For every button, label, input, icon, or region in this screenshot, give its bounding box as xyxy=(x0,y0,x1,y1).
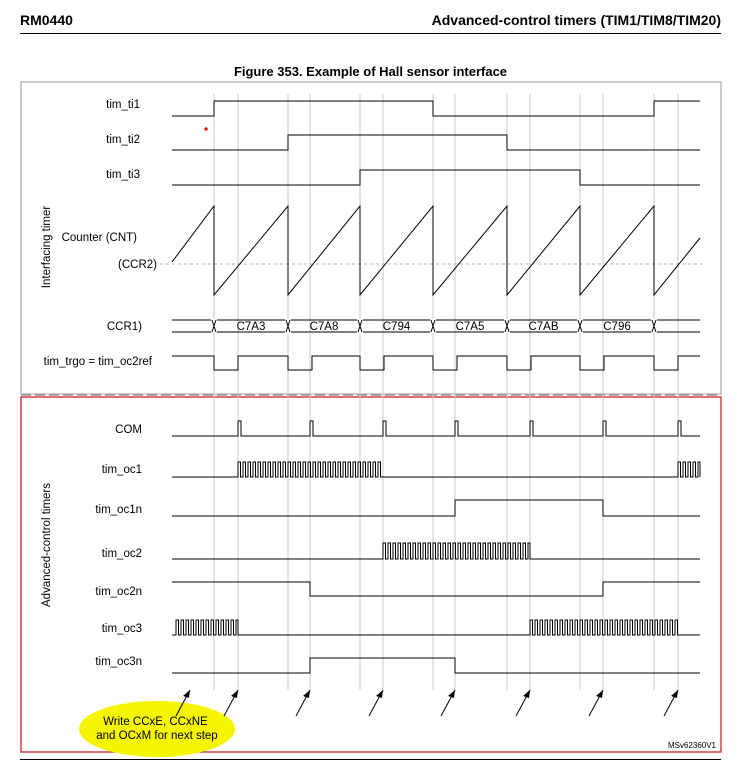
label-tim-ti3: tim_ti3 xyxy=(106,169,140,181)
figure-id: MSv62360V1 xyxy=(667,741,716,750)
step-arrow xyxy=(516,690,530,716)
ccr1-value: C7A5 xyxy=(455,321,485,333)
wave-counter xyxy=(172,206,700,295)
step-arrow xyxy=(369,690,383,716)
wave-oc2n xyxy=(172,582,700,596)
label-tim-ti1: tim_ti1 xyxy=(106,99,140,111)
label-oc2: tim_oc2 xyxy=(101,548,142,560)
wave-tim-ti3 xyxy=(172,170,700,185)
label-ccr1: CCR1) xyxy=(106,321,142,333)
advanced-frame xyxy=(21,397,721,752)
document-id: RM0440 xyxy=(20,12,73,28)
step-arrow xyxy=(224,690,238,716)
bottom-rule xyxy=(20,759,721,760)
step-arrow xyxy=(589,690,603,716)
red-dot xyxy=(204,127,208,131)
ccr1-bus xyxy=(172,319,700,333)
label-tim-ti2: tim_ti2 xyxy=(106,134,140,146)
advanced-timers-label: Advanced-control timers xyxy=(41,483,53,607)
ccr1-value: C7A8 xyxy=(309,321,339,333)
wave-oc1 xyxy=(172,462,700,477)
wave-tim-ti2 xyxy=(172,135,700,150)
wave-oc2 xyxy=(172,543,700,559)
wave-oc3 xyxy=(172,620,700,635)
label-oc1n: tim_oc1n xyxy=(95,504,142,516)
note-text: Write CCxE, CCxNE and OCxM for next step xyxy=(96,716,218,742)
ccr1-value: C794 xyxy=(382,321,411,333)
label-com: COM xyxy=(115,424,142,436)
label-counter: Counter (CNT) xyxy=(61,232,137,244)
wave-oc3n xyxy=(172,658,700,673)
ccr1-value: C7AB xyxy=(528,321,559,333)
step-arrow xyxy=(296,690,310,716)
step-arrows xyxy=(176,690,678,716)
note-highlight xyxy=(79,701,235,757)
step-arrow xyxy=(441,690,455,716)
label-oc3n: tim_oc3n xyxy=(95,656,142,668)
label-oc3: tim_oc3 xyxy=(101,623,142,635)
interfacing-timer-label: Interfacing timer xyxy=(41,205,53,289)
label-trgo: tim_trgo = tim_oc2ref xyxy=(43,356,152,368)
ccr1-value: C7A3 xyxy=(236,321,266,333)
label-oc1: tim_oc1 xyxy=(101,464,142,476)
step-arrow xyxy=(664,690,678,716)
figure-title: Figure 353. Example of Hall sensor interface xyxy=(233,64,508,79)
wave-tim-ti1 xyxy=(172,101,700,116)
section-title: Advanced-control timers (TIM1/TIM8/TIM20) xyxy=(431,12,721,28)
wave-com xyxy=(172,421,700,436)
label-oc2n: tim_oc2n xyxy=(95,586,142,598)
ccr1-value: C796 xyxy=(603,321,631,333)
wave-trgo xyxy=(172,356,700,370)
wave-oc1n xyxy=(172,500,700,516)
vertical-gridlines xyxy=(214,94,678,690)
label-ccr2: (CCR2) xyxy=(118,259,157,271)
